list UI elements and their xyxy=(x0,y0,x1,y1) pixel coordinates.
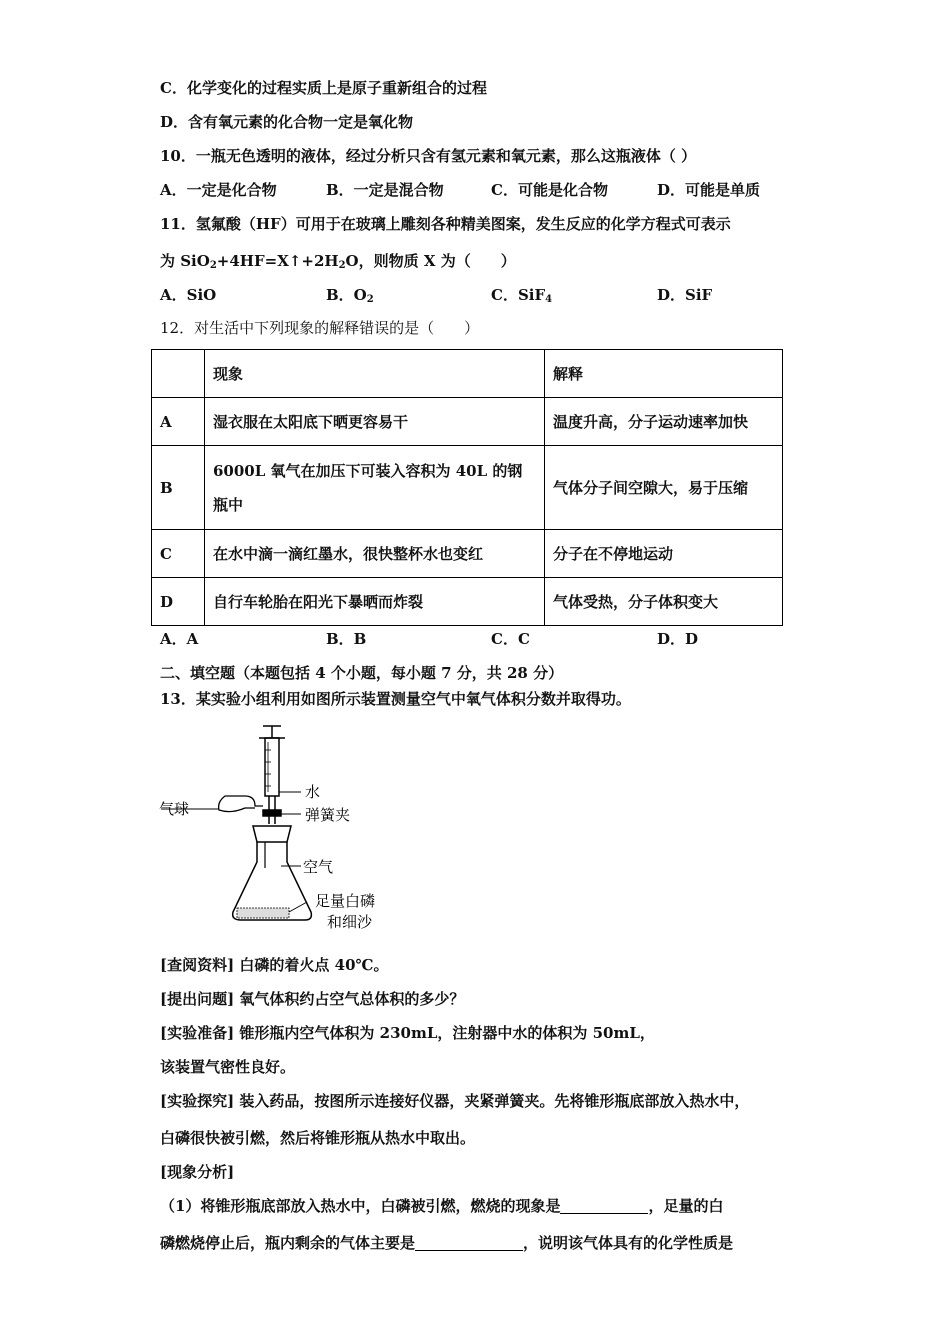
q12-option-a: A．A xyxy=(160,630,199,648)
row-label: C xyxy=(152,530,205,578)
table-row xyxy=(152,398,783,446)
section-heading: 二、填空题（本题包括 4 个小题，每小题 7 分，共 28 分） xyxy=(160,664,564,682)
syringe-barrel xyxy=(265,738,279,796)
label-clamp: 弹簧夹 xyxy=(305,806,351,824)
table-header-phenomenon: 现象 xyxy=(205,350,545,398)
info-procedure-2: 白磷很快被引燃，然后将锥形瓶从热水中取出。 xyxy=(160,1129,476,1147)
q12-option-c: C．C xyxy=(491,630,530,648)
q10-stem: 10．一瓶无色透明的液体，经过分析只含有氢元素和氧元素，那么这瓶液体（ ） xyxy=(160,147,697,165)
row-label: A xyxy=(152,398,205,446)
answer-blank-1[interactable] xyxy=(560,1197,648,1214)
q11-option-c: C．SiF$_4$ xyxy=(491,286,553,305)
q12-stem: 12．对生活中下列现象的解释错误的是（ ） xyxy=(160,319,480,337)
info-airtight: 该装置气密性良好。 xyxy=(160,1058,296,1076)
answer-blank-2[interactable] xyxy=(415,1234,523,1251)
q13-part1-line2: 磷燃烧停止后，瓶内剩余的气体主要是 ，说明该气体具有的化学性质是 xyxy=(160,1234,734,1252)
row-explanation: 分子在不停地运动 xyxy=(545,530,783,578)
q10-option-d: D．可能是单质 xyxy=(657,181,761,199)
q9-option-c: C．化学变化的过程实质上是原子重新组合的过程 xyxy=(160,79,487,97)
label-balloon: 气球 xyxy=(159,800,190,818)
q13-part1-line1: （1）将锥形瓶底部放入热水中，白磷被引燃，燃烧的现象是 ，足量的白 xyxy=(160,1197,724,1215)
q11-stem-line2: 为 $SiO_2+4HF=X↑+2H_2O$，则物质 X 为（ ） xyxy=(160,252,516,271)
table-row xyxy=(152,446,783,530)
row-phenomenon: 湿衣服在太阳底下晒更容易干 xyxy=(205,398,545,446)
label-sand: 和细沙 xyxy=(327,913,373,931)
table-row xyxy=(152,578,783,626)
table-header-cell xyxy=(152,350,205,398)
label-phosphorus: 足量白磷 xyxy=(315,892,376,910)
row-phenomenon: 6000L 氧气在加压下可装入容积为 40L 的钢 瓶中 xyxy=(205,446,545,530)
q11-option-d: D．SiF xyxy=(657,286,713,304)
q12-table xyxy=(151,349,783,626)
info-preparation: [实验准备] 锥形瓶内空气体积为 230mL，注射器中水的体积为 50mL， xyxy=(160,1024,655,1042)
table-row xyxy=(152,530,783,578)
table-header-explanation: 解释 xyxy=(545,350,783,398)
row-explanation: 气体分子间空隙大，易于压缩 xyxy=(545,446,783,530)
q13-stem: 13．某实验小组利用如图所示装置测量空气中氧气体积分数并取得功。 xyxy=(160,690,631,708)
q9-option-d: D．含有氧元素的化合物一定是氧化物 xyxy=(160,113,414,131)
row-explanation: 气体受热，分子体积变大 xyxy=(545,578,783,626)
q12-option-b: B．B xyxy=(326,630,367,648)
clamp-shape xyxy=(263,810,281,816)
q10-option-a: A．一定是化合物 xyxy=(160,181,277,199)
q12-option-d: D．D xyxy=(657,630,699,648)
label-air: 空气 xyxy=(303,858,334,876)
label-water: 水 xyxy=(305,783,321,801)
q10-option-c: C．可能是化合物 xyxy=(491,181,608,199)
row-phenomenon: 自行车轮胎在阳光下暴晒而炸裂 xyxy=(205,578,545,626)
info-analysis: [现象分析] xyxy=(160,1163,235,1181)
info-reference: [查阅资料] 白磷的着火点 40℃。 xyxy=(160,956,389,974)
row-phenomenon: 在水中滴一滴红墨水，很快整杯水也变红 xyxy=(205,530,545,578)
apparatus-figure xyxy=(155,722,405,937)
q11-option-a: A．SiO xyxy=(160,286,217,304)
row-label: D xyxy=(152,578,205,626)
q10-option-b: B．一定是混合物 xyxy=(326,181,444,199)
q11-stem-line1: 11．氢氟酸（HF）可用于在玻璃上雕刻各种精美图案，发生反应的化学方程式可表示 xyxy=(160,215,731,233)
info-question: [提出问题] 氧气体积约占空气总体积的多少？ xyxy=(160,990,465,1008)
row-explanation: 温度升高，分子运动速率加快 xyxy=(545,398,783,446)
row-label: B xyxy=(152,446,205,530)
table-header-row xyxy=(152,350,783,398)
q11-option-b: B．$O_2$ xyxy=(326,286,374,305)
info-procedure-1: [实验探究] 装入药品，按图所示连接好仪器，夹紧弹簧夹。先将锥形瓶底部放入热水中， xyxy=(160,1092,750,1110)
